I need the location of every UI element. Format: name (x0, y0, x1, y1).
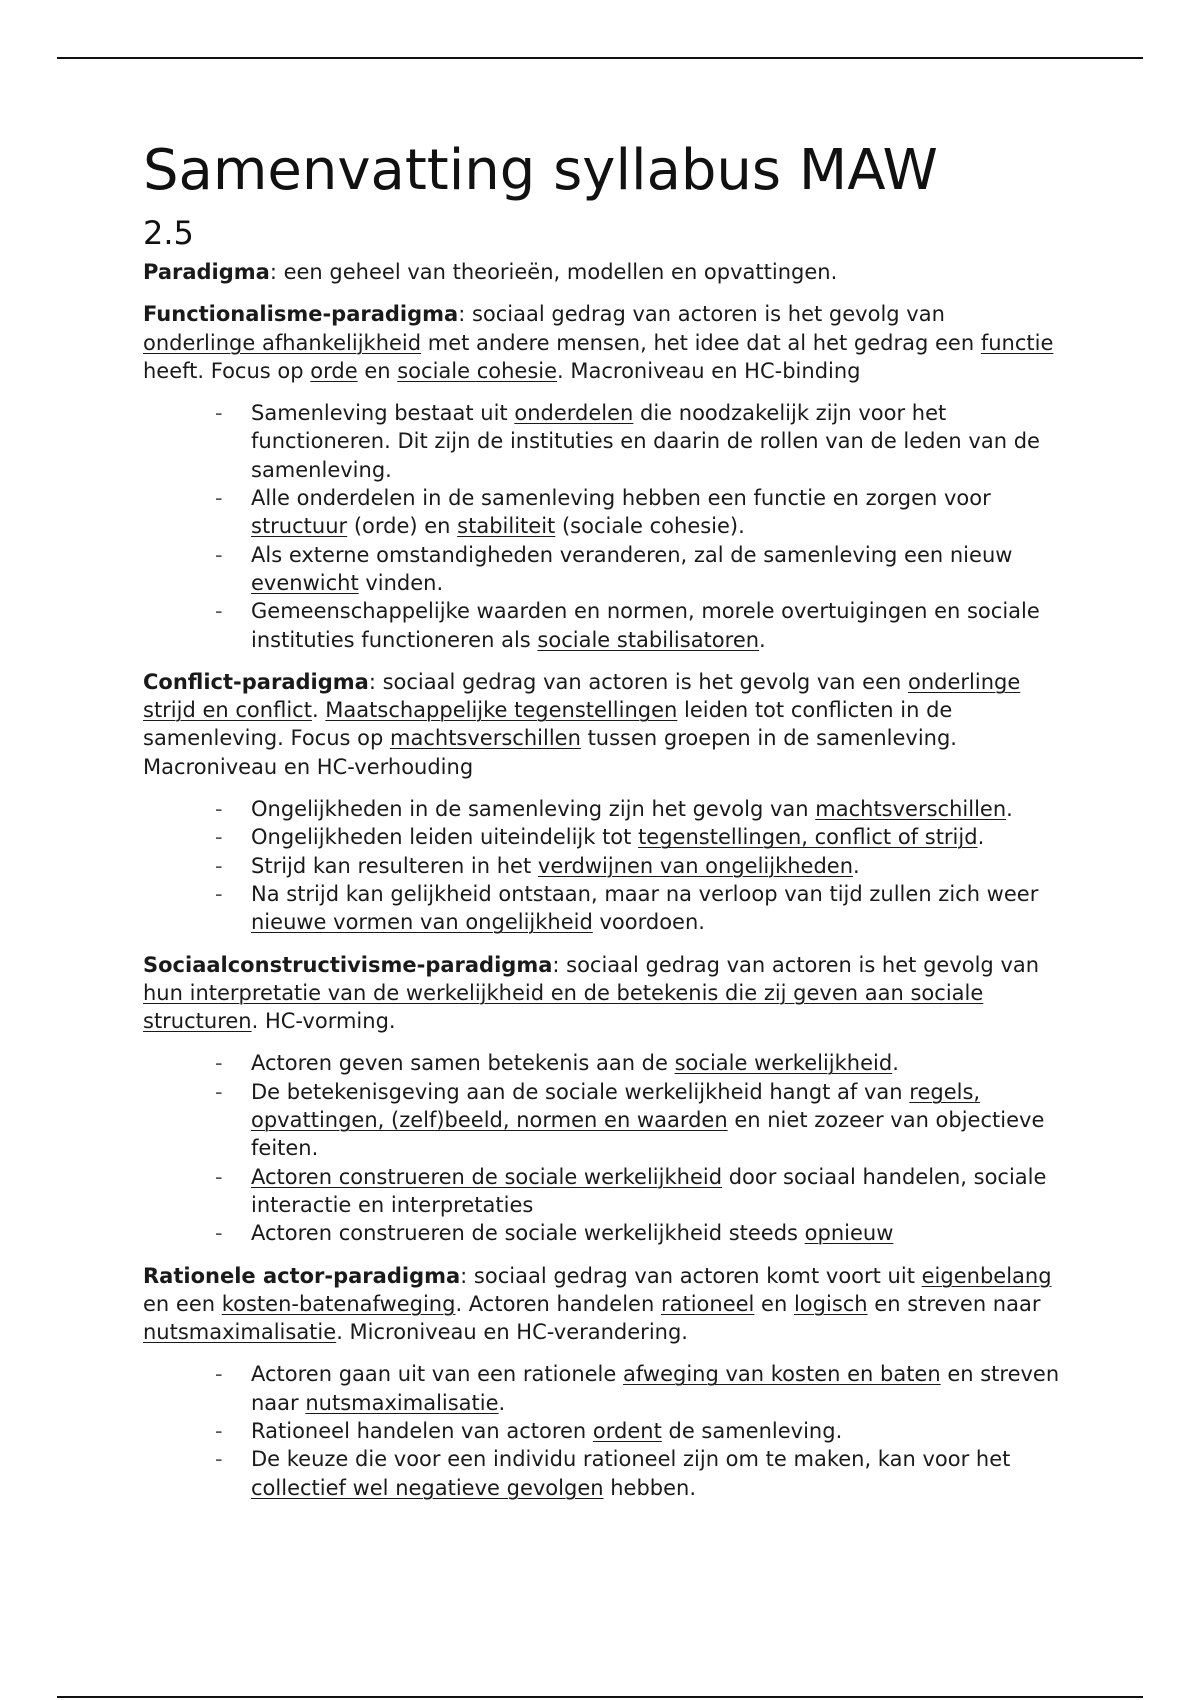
bullet-dash-icon: - (215, 1079, 223, 1104)
underlined-phrase: onderlinge afhankelijkheid (143, 330, 422, 355)
content-blocks (143, 258, 1063, 1502)
list-item (215, 1417, 1063, 1445)
paragraph (143, 258, 1063, 286)
underlined-phrase: machtsverschillen (815, 797, 1007, 822)
text-run: : sociaal gedrag van actoren is het gevolg van een (368, 669, 908, 694)
underlined-phrase: logisch (793, 1291, 868, 1316)
text-run: en streven naar (251, 1362, 1060, 1415)
text-run: Samenleving bestaat uit (251, 401, 515, 426)
underlined-phrase: Maatschappelijke tegenstellingen (325, 698, 678, 723)
text-run: Actoren geven samen betekenis aan de (251, 1051, 675, 1076)
list-item (215, 1078, 1063, 1163)
text-run: (sociale cohesie). (555, 514, 745, 539)
text-run: met andere mensen, het idee dat al het gedrag een (421, 330, 981, 355)
underlined-phrase: rationeel (660, 1291, 755, 1316)
text-run: . (892, 1051, 899, 1076)
text-run: : een geheel van theorieën, modellen en opvattingen. (269, 260, 838, 284)
text-run: en (357, 358, 398, 383)
underlined-phrase: evenwicht (251, 570, 359, 595)
underlined-phrase: collectief wel negatieve gevolgen (251, 1475, 604, 1500)
text-run: Als externe omstandigheden veranderen, zal de samenleving een nieuw (251, 542, 1013, 567)
bullet-dash-icon: - (215, 486, 223, 511)
header-rule (57, 57, 1143, 59)
term-label: Functionalisme-paradigma (143, 302, 459, 327)
text-run: en een (143, 1291, 222, 1316)
underlined-phrase: hun interpretatie van de werkelijkheid en de betekenis die zij geven aan sociale structuren (143, 980, 984, 1034)
text-run: (orde) en (347, 514, 458, 539)
text-run: . HC-vorming. (251, 1009, 396, 1034)
underlined-phrase: structuur (251, 514, 348, 539)
underlined-phrase: regels, opvattingen, (zelf)beeld, normen en waarden (251, 1079, 981, 1133)
text-run: Actoren gaan uit van een rationele (251, 1362, 623, 1387)
text-run: en (754, 1291, 794, 1316)
text-run: en streven naar (867, 1291, 1041, 1316)
bullet-dash-icon: - (215, 825, 223, 850)
text-run: hebben. (603, 1475, 697, 1500)
underlined-phrase: sociale werkelijkheid (674, 1051, 893, 1076)
text-run: Na strijd kan gelijkheid ontstaan, maar na verloop van tijd zullen zich weer (251, 881, 1039, 906)
text-run: die noodzakelijk zijn voor het functioneren. Dit zijn de instituties en daarin de rollen van de leden van de samenleving. (251, 401, 1040, 482)
text-run: . (498, 1390, 506, 1415)
text-run: : sociaal gedrag van actoren is het gevolg van (552, 952, 1040, 977)
text-run: vinden. (358, 570, 444, 595)
underlined-phrase: afweging van kosten en baten (623, 1362, 941, 1387)
paragraph (143, 1262, 1063, 1347)
text-run: . (853, 853, 860, 878)
underlined-phrase: sociale stabilisatoren (537, 627, 760, 652)
text-run: Rationeel handelen van actoren (251, 1418, 593, 1443)
underlined-phrase: orde (310, 358, 358, 383)
bullet-dash-icon: - (215, 1447, 223, 1472)
underlined-phrase: kosten-batenafweging (221, 1291, 456, 1316)
underlined-phrase: Actoren construeren de sociale werkelijkheid (251, 1164, 723, 1189)
text-run: . (1006, 797, 1013, 822)
paragraph (143, 300, 1063, 385)
list-item (215, 1445, 1063, 1502)
list-item (215, 597, 1063, 654)
bullet-dash-icon: - (215, 1164, 223, 1189)
text-run: voordoen. (592, 910, 705, 935)
paragraph (143, 951, 1063, 1036)
bullet-dash-icon: - (215, 1418, 223, 1443)
underlined-phrase: sociale cohesie (397, 358, 558, 383)
paragraph (143, 668, 1063, 781)
bullet-dash-icon: - (215, 1051, 223, 1076)
text-run: De keuze die voor een individu rationeel zijn om te maken, kan voor het (251, 1447, 1011, 1472)
underlined-phrase: nieuwe vormen van ongelijkheid (251, 910, 593, 935)
underlined-phrase: tegenstellingen, conflict of strijd (638, 825, 978, 850)
list-item (215, 399, 1063, 484)
bullet-dash-icon: - (215, 401, 223, 426)
underlined-phrase: opnieuw (804, 1221, 894, 1246)
document-body (143, 136, 1063, 1516)
text-run: : sociaal gedrag van actoren komt voort uit (460, 1263, 922, 1288)
term-label: Conflict-paradigma (143, 669, 369, 694)
text-run: tussen groepen in de samenleving. Macroniveau en HC-verhouding (143, 726, 957, 779)
text-run: . (977, 825, 985, 850)
term-label: Sociaalconstructivisme-paradigma (143, 952, 553, 977)
term-label: Rationele actor-paradigma (143, 1263, 461, 1288)
underlined-phrase: onderlinge strijd en conflict (143, 669, 1021, 723)
text-run: . Macroniveau en HC-binding (557, 358, 861, 383)
text-run: Ongelijkheden in de samenleving zijn het gevolg van (251, 797, 816, 822)
text-run: Alle onderdelen in de samenleving hebben een functie en zorgen voor (251, 486, 991, 511)
bullet-dash-icon: - (215, 797, 223, 822)
bullet-dash-icon: - (215, 1221, 223, 1246)
list-item (215, 880, 1063, 937)
text-run: . (759, 627, 766, 652)
text-run: De betekenisgeving aan de sociale werkelijkheid hangt af van (251, 1079, 910, 1104)
list-item (215, 541, 1063, 598)
section-heading: 2.5 (143, 214, 194, 252)
bullet-list (143, 1360, 1063, 1501)
list-item (215, 852, 1063, 880)
document-title: Samenvatting syllabus MAW (143, 138, 938, 203)
list-item (215, 795, 1063, 823)
list-item (215, 1219, 1063, 1247)
underlined-phrase: ordent (592, 1418, 662, 1443)
list-item (215, 1049, 1063, 1077)
bullet-dash-icon: - (215, 1362, 223, 1387)
text-run: door sociaal handelen, sociale interactie en interpretaties (251, 1164, 1047, 1217)
underlined-phrase: verdwijnen van ongelijkheden (537, 853, 854, 878)
list-item (215, 823, 1063, 851)
underlined-phrase: eigenbelang (921, 1263, 1052, 1288)
footer-rule (57, 1696, 1143, 1698)
text-run: . (311, 698, 326, 723)
text-run: Strijd kan resulteren in het (251, 853, 538, 878)
text-run: : sociaal gedrag van actoren is het gevolg van (458, 302, 945, 327)
text-run: heeft. Focus op (143, 358, 311, 383)
text-run: de samenleving. (661, 1418, 843, 1443)
bullet-dash-icon: - (215, 853, 223, 878)
underlined-phrase: machtsverschillen (390, 726, 581, 751)
underlined-phrase: nutsmaximalisatie (305, 1390, 499, 1415)
underlined-phrase: stabiliteit (457, 514, 556, 539)
underlined-phrase: onderdelen (514, 401, 634, 426)
text-run: . Actoren handelen (455, 1291, 661, 1316)
text-run: Ongelijkheden leiden uiteindelijk tot (251, 825, 639, 850)
bullet-dash-icon: - (215, 542, 223, 567)
text-run: Actoren construeren de sociale werkelijkheid steeds (251, 1221, 805, 1246)
underlined-phrase: functie (980, 330, 1054, 355)
list-item (215, 1360, 1063, 1417)
list-item (215, 484, 1063, 541)
bullet-dash-icon: - (215, 599, 223, 624)
bullet-list (143, 795, 1063, 936)
text-run: . Microniveau en HC-verandering. (336, 1320, 688, 1345)
text-run: en niet zozeer van objectieve feiten. (251, 1108, 1045, 1161)
bullet-list (143, 1049, 1063, 1247)
list-item (215, 1163, 1063, 1220)
bullet-list (143, 399, 1063, 654)
term-label: Paradigma (143, 260, 270, 284)
text-run: Gemeenschappelijke waarden en normen, morele overtuigingen en sociale instituties functioneren als (251, 599, 1040, 652)
bullet-dash-icon: - (215, 881, 223, 906)
underlined-phrase: nutsmaximalisatie (143, 1320, 337, 1345)
text-run: leiden tot conflicten in de samenleving. Focus op (143, 698, 953, 751)
